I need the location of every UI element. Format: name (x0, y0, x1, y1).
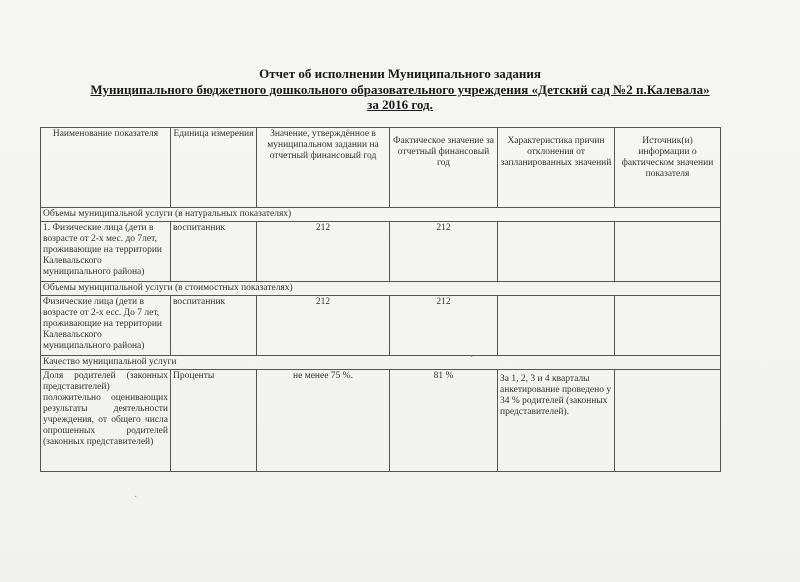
row-info-source (615, 296, 721, 356)
row-indicator-name: 1. Физические лица (дети в возрасте от 2-х мес. до 7лет, проживающие на территории Калевальского муниципального района) (41, 222, 171, 282)
row-indicator-name: Физические лица (дети в возрасте от 2-х есс. До 7 лет, проживающие на территории Калевальского муниципального района) (41, 296, 171, 356)
report-title: Отчет об исполнении Муниципального задания (259, 66, 541, 81)
header-actual-value: Фактическое значение за отчетный финансовый год (390, 128, 498, 208)
report-table (40, 127, 721, 472)
row-deviation-reason: За 1, 2, 3 и 4 кварталы анкетирование проведено у 34 % родителей (законных представителей). (498, 370, 615, 472)
row-unit: Проценты (171, 370, 257, 472)
section-row (41, 208, 721, 222)
row-planned-value: 212 (257, 296, 390, 356)
table-row (41, 370, 721, 472)
row-deviation-reason (498, 296, 615, 356)
section-row (41, 356, 721, 370)
row-unit: воспитанник (171, 296, 257, 356)
scan-speck: · (134, 492, 138, 503)
row-deviation-reason (498, 222, 615, 282)
header-row (41, 128, 721, 208)
header-indicator-name: Наименование показателя (41, 128, 171, 208)
row-info-source (615, 222, 721, 282)
row-planned-value: 212 (257, 222, 390, 282)
section-title-natural: Объемы муниципальной услуги (в натуральных показателях) (41, 208, 721, 222)
section-title-quality: Качество муниципальной услуги (41, 356, 721, 370)
row-actual-value: 212 (390, 296, 498, 356)
row-actual-value: 81 % (390, 370, 498, 472)
section-row (41, 282, 721, 296)
row-planned-value: не менее 75 %. (257, 370, 390, 472)
report-period: за 2016 год. (367, 97, 433, 112)
row-actual-value: 212 (390, 222, 498, 282)
section-title-cost: Объемы муниципальной услуги (в стоимостных показателях) (41, 282, 721, 296)
header-info-source: Источник(и) информации о фактическом значении показателя (615, 128, 721, 208)
institution-name: Муниципального бюджетного дошкольного образовательного учреждения «Детский сад №2 п.Калевала» (90, 82, 710, 97)
header-unit: Единица измерения (171, 128, 257, 208)
row-info-source (615, 370, 721, 472)
scan-speck: · (470, 352, 474, 363)
header-deviation-reason: Характеристика причин отклонения от запланированных значений (498, 128, 615, 208)
table-row (41, 296, 721, 356)
table-row (41, 222, 721, 282)
header-planned-value: Значение, утверждённое в муниципальном задании на отчетный финансовый год (257, 128, 390, 208)
row-unit: воспитанник (171, 222, 257, 282)
row-indicator-name: Доля родителей (законных представителей) положительно оценивающих результаты деятельности учреждения, от общего числа опрошенных родителей (законных представителей) (41, 370, 171, 472)
